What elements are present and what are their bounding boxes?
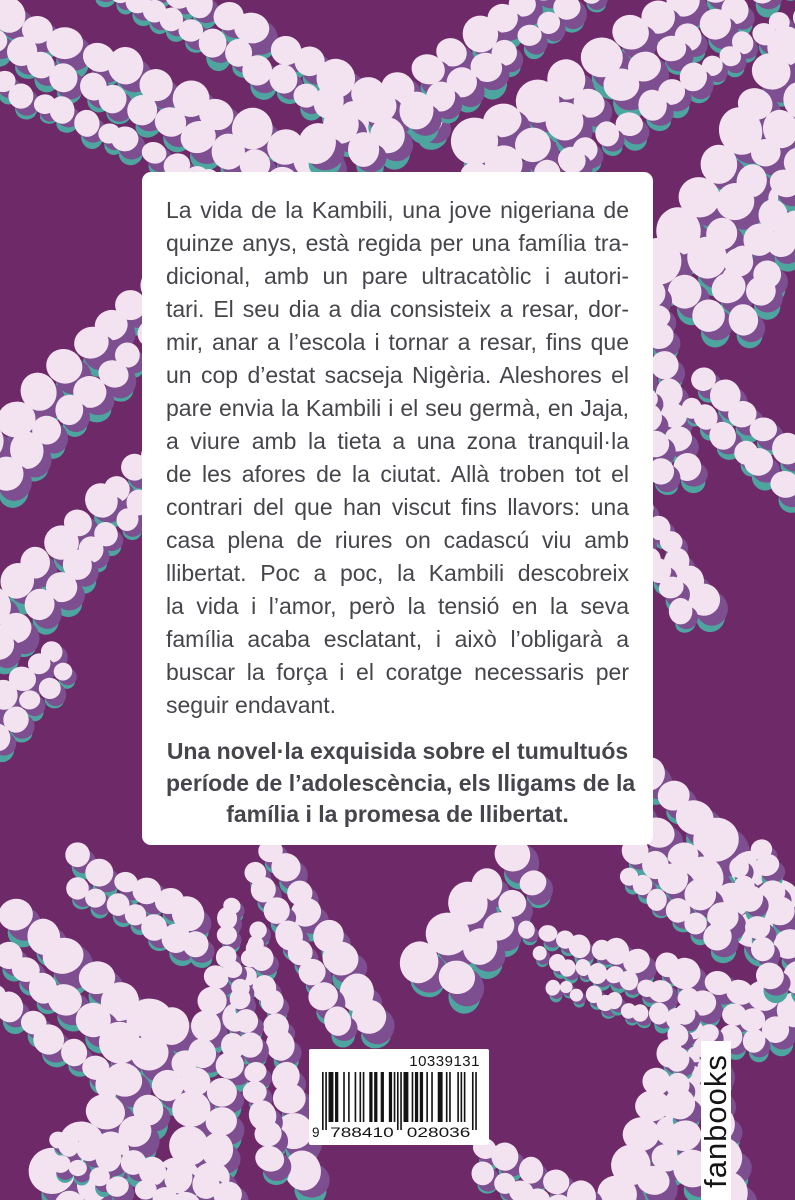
- synopsis-line: pare envia la Kambili i el seu germà, en Jaja,: [166, 395, 629, 421]
- synopsis-line: llibertat. Poc a poc, la Kambili descobreix: [166, 560, 629, 586]
- tagline-line: període de l’adolescència, els lligams de la: [166, 769, 636, 796]
- synopsis-line: dicional, amb un pare ultracatòlic i autori-: [166, 263, 629, 289]
- synopsis-text: [166, 194, 629, 722]
- synopsis-line: casa plena de riures on cadascú viu amb: [166, 527, 629, 553]
- synopsis-line: a viure amb la tieta a una zona tranquil·la: [166, 428, 629, 454]
- synopsis-line: quinze anys, està regida per una família tra-: [166, 230, 629, 256]
- synopsis-line: la vida i l’amor, però la tensió en la seva: [166, 593, 629, 619]
- synopsis-line: de les afores de la ciutat. Allà troben tot el: [166, 461, 629, 487]
- tagline-line: família i la promesa de llibertat.: [226, 801, 569, 827]
- synopsis-line: un cop d’estat sacseja Nigèria. Aleshores el: [166, 362, 629, 388]
- synopsis-line: seguir endavant.: [166, 692, 337, 718]
- publisher-strip: [698, 1041, 733, 1200]
- tagline-text: [166, 736, 636, 831]
- synopsis-line: contrari del que han viscut fins llavors: una: [166, 494, 629, 520]
- synopsis-line: mir, anar a l’escola i tornar a resar, fins que: [166, 329, 629, 355]
- synopsis-line: família acaba esclatant, i això l’obligarà a: [166, 626, 629, 652]
- svg-text:788410: 788410: [330, 1125, 394, 1140]
- svg-text:9: 9: [312, 1125, 320, 1140]
- synopsis-line: tari. El seu dia a dia consisteix a resar, dor-: [166, 296, 629, 322]
- synopsis-panel: [142, 172, 653, 845]
- synopsis-line: La vida de la Kambili, una jove nigeriana de: [166, 197, 629, 223]
- tagline-line: Una novel·la exquisida sobre el tumultuós: [166, 738, 629, 764]
- svg-text:028036: 028036: [406, 1125, 471, 1140]
- barcode-top-number: 10339131: [409, 1053, 480, 1070]
- publisher-logo: fanbooks: [698, 1053, 733, 1188]
- synopsis-line: buscar la força i el coratge necessaris per: [166, 659, 629, 685]
- ean13-barcode: [309, 1049, 489, 1145]
- barcode-panel: [309, 1049, 489, 1145]
